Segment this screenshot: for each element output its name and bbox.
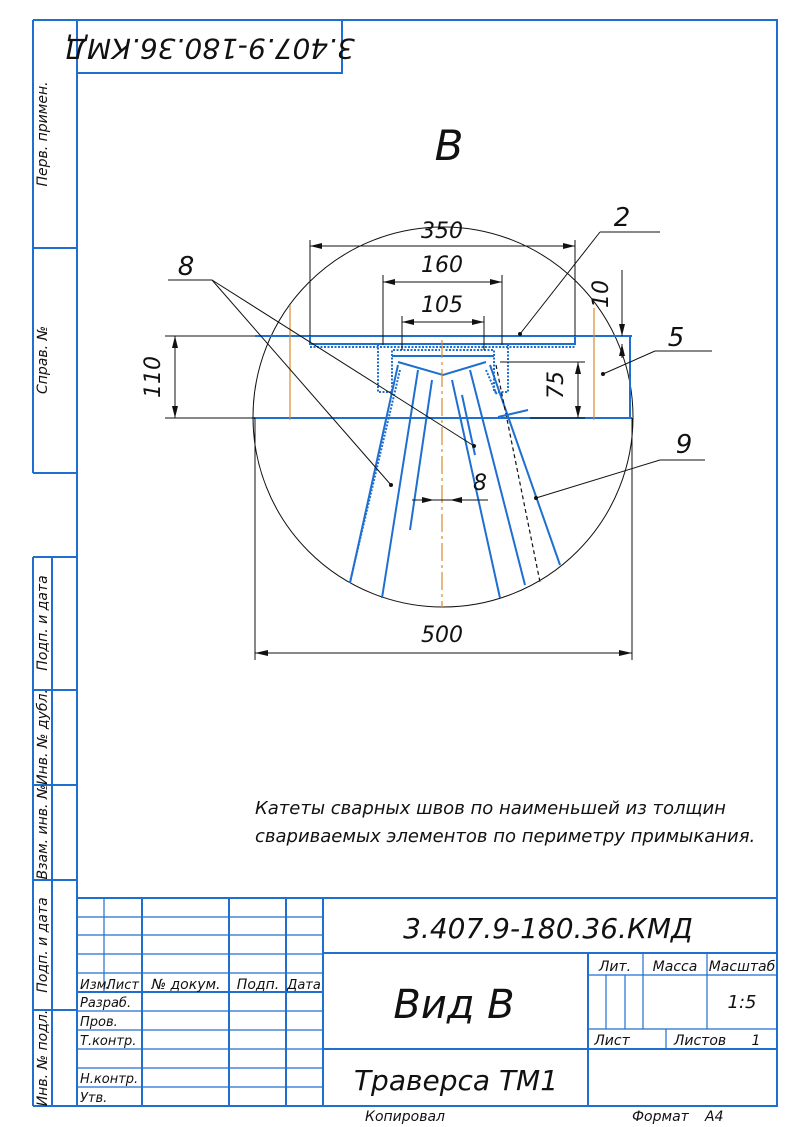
dim-110: 110 <box>141 356 166 398</box>
tb-col-podp: Подп. <box>236 977 280 993</box>
right-weld-bracket <box>445 344 508 392</box>
tb-massa: Масса <box>652 959 698 975</box>
dim-350: 350 <box>421 219 463 244</box>
leader-9: 9 <box>675 430 693 460</box>
tb-row-utv: Утв. <box>80 1091 108 1106</box>
leader-2: 2 <box>613 203 631 233</box>
tb-title: Вид В <box>393 982 515 1028</box>
tb-col-list: Лист <box>106 978 139 993</box>
tb-subtitle: Траверса ТМ1 <box>353 1064 559 1097</box>
footer-kopiroval: Копировал <box>365 1109 445 1125</box>
side-label-inv-dubl: Инв. № дубл. <box>35 689 51 785</box>
tb-doc-code: 3.407.9-180.36.КМД <box>403 912 693 945</box>
tb-masshtab: Масштаб <box>708 959 776 975</box>
left-brace-outer <box>350 365 398 583</box>
left-brace-inner <box>382 370 418 598</box>
view-letter: В <box>434 121 464 170</box>
tb-lit: Лит. <box>598 959 632 975</box>
section-drawing <box>141 203 712 660</box>
tb-row-razrab: Разраб. <box>80 996 132 1011</box>
dim-500: 500 <box>421 623 463 648</box>
tb-list: Лист <box>594 1033 630 1049</box>
tb-col-ndokum: № докум. <box>151 977 221 993</box>
side-label-inv-podl: Инв. № подл. <box>35 1009 51 1107</box>
side-label-perv-primen: Перв. примен. <box>35 81 51 187</box>
dim-160: 160 <box>421 253 463 278</box>
dim-8: 8 <box>473 471 487 496</box>
right-brace-hidden <box>496 365 540 582</box>
tb-col-izm: Изм. <box>80 978 111 993</box>
side-label-podp-data-2: Подп. и дата <box>35 897 51 993</box>
tb-scale: 1:5 <box>727 992 757 1013</box>
tb-row-tkontr: Т.контр. <box>80 1034 137 1049</box>
tb-row-nkontr: Н.контр. <box>80 1072 139 1087</box>
leader-8: 8 <box>177 252 195 282</box>
dim-10: 10 <box>589 280 614 308</box>
note-line-1: Катеты сварных швов по наименьшей из толщин <box>255 798 726 819</box>
dim-105: 105 <box>421 293 463 318</box>
top-stamp-code: 3.407.9-180.36.КМД <box>65 32 355 65</box>
footer-format-label: Формат <box>632 1109 689 1125</box>
note-line-2: свариваемых элементов по периметру примыкания. <box>255 826 756 847</box>
tb-listov: 1 <box>751 1033 761 1049</box>
tb-row-prov: Пров. <box>80 1015 118 1030</box>
tb-col-data: Дата <box>287 978 321 993</box>
side-label-podp-data-1: Подп. и дата <box>35 575 51 671</box>
tb-listov-label: Листов <box>673 1033 727 1049</box>
leader-5: 5 <box>667 323 685 353</box>
footer-format: А4 <box>705 1109 724 1125</box>
dim-75: 75 <box>544 371 569 399</box>
side-label-sprav-no: Справ. № <box>35 325 51 395</box>
side-label-vzam-inv: Взам. инв. № <box>35 784 51 880</box>
